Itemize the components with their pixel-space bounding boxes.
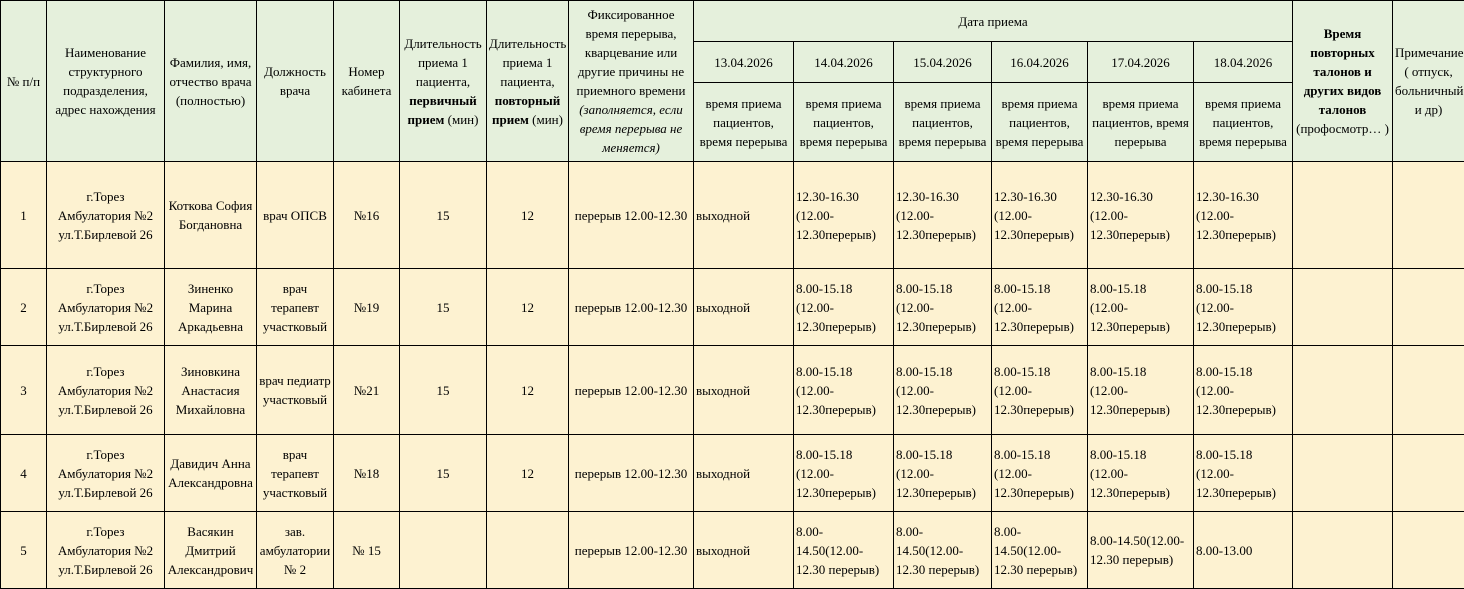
- cell-slot: 8.00-15.18 (12.00- 12.30перерыв): [992, 435, 1088, 512]
- cell-slot: 12.30-16.30 (12.00- 12.30перерыв): [992, 162, 1088, 269]
- header-date: 18.04.2026: [1194, 42, 1293, 83]
- cell-slot: 12.30-16.30 (12.00- 12.30перерыв): [1088, 162, 1194, 269]
- cell-note: [1393, 162, 1464, 269]
- cell-duration-repeat: 12: [487, 346, 569, 435]
- header-position: Должность врача: [257, 1, 334, 162]
- cell-slot: 8.00-15.18 (12.00- 12.30перерыв): [1194, 346, 1293, 435]
- cell-duration-primary: 15: [400, 435, 487, 512]
- header-duration-primary: Длительность приема 1 пациента, первичный прием (мин): [400, 1, 487, 162]
- cell-repeat-tickets: [1293, 346, 1393, 435]
- cell-duration-repeat: 12: [487, 435, 569, 512]
- cell-slot: 8.00-15.18 (12.00- 12.30перерыв): [992, 346, 1088, 435]
- cell-position: врач педиатр участковый: [257, 346, 334, 435]
- header-unit: Наименование структурного подразделения, адрес нахождения: [47, 1, 165, 162]
- cell-name: Васякин Дмитрий Александрович: [165, 512, 257, 589]
- cell-slot: 8.00-15.18 (12.00- 12.30перерыв): [1194, 269, 1293, 346]
- cell-name: Давидич Анна Александровна: [165, 435, 257, 512]
- cell-cabinet: №16: [334, 162, 400, 269]
- cell-repeat-tickets: [1293, 512, 1393, 589]
- cell-num: 5: [1, 512, 47, 589]
- header-slot-label: время приема пациентов, время перерыва: [1194, 83, 1293, 162]
- table-row: [1, 512, 1464, 589]
- cell-slot: выходной: [694, 162, 794, 269]
- header-date: 16.04.2026: [992, 42, 1088, 83]
- cell-duration-repeat: 12: [487, 162, 569, 269]
- cell-num: 1: [1, 162, 47, 269]
- cell-duration-repeat: [487, 512, 569, 589]
- cell-slot: 8.00-15.18 (12.00- 12.30перерыв): [794, 346, 894, 435]
- cell-slot: 12.30-16.30 (12.00- 12.30перерыв): [894, 162, 992, 269]
- cell-unit: г.Торез Амбулатория №2 ул.Т.Бирлевой 26: [47, 269, 165, 346]
- cell-slot: 8.00-15.18 (12.00- 12.30перерыв): [1088, 346, 1194, 435]
- cell-unit: г.Торез Амбулатория №2 ул.Т.Бирлевой 26: [47, 435, 165, 512]
- cell-repeat-tickets: [1293, 162, 1393, 269]
- cell-repeat-tickets: [1293, 435, 1393, 512]
- cell-duration-primary: [400, 512, 487, 589]
- cell-slot: 8.00-15.18 (12.00- 12.30перерыв): [992, 269, 1088, 346]
- header-date: 14.04.2026: [794, 42, 894, 83]
- cell-slot: 8.00-15.18 (12.00- 12.30перерыв): [1194, 435, 1293, 512]
- table-row: [1, 162, 1464, 269]
- cell-duration-primary: 15: [400, 346, 487, 435]
- table-row: [1, 269, 1464, 346]
- header-slot-label: время приема пациентов, время перерыва: [694, 83, 794, 162]
- cell-note: [1393, 346, 1464, 435]
- header-slot-label: время приема пациентов, время перерыва: [1088, 83, 1194, 162]
- cell-note: [1393, 435, 1464, 512]
- cell-slot: 8.00-15.18 (12.00- 12.30перерыв): [1088, 269, 1194, 346]
- cell-break: перерыв 12.00-12.30: [569, 435, 694, 512]
- header-slot-label: время приема пациентов, время перерыва: [992, 83, 1088, 162]
- cell-duration-primary: 15: [400, 162, 487, 269]
- cell-slot: 8.00-15.18 (12.00- 12.30перерыв): [894, 435, 992, 512]
- cell-cabinet: № 15: [334, 512, 400, 589]
- cell-slot: 8.00-15.18 (12.00- 12.30перерыв): [894, 269, 992, 346]
- cell-duration-primary: 15: [400, 269, 487, 346]
- cell-slot: выходной: [694, 435, 794, 512]
- cell-slot: выходной: [694, 269, 794, 346]
- cell-slot: 8.00- 14.50(12.00- 12.30 перерыв): [992, 512, 1088, 589]
- cell-slot: 8.00-13.00: [1194, 512, 1293, 589]
- cell-position: врач терапевт участковый: [257, 435, 334, 512]
- cell-unit: г.Торез Амбулатория №2 ул.Т.Бирлевой 26: [47, 512, 165, 589]
- header-duration-repeat: Длительность приема 1 пациента, повторный прием (мин): [487, 1, 569, 162]
- cell-cabinet: №19: [334, 269, 400, 346]
- header-date-group: Дата приема: [694, 1, 1293, 42]
- header-slot-label: время приема пациентов, время перерыва: [794, 83, 894, 162]
- cell-note: [1393, 512, 1464, 589]
- cell-slot: 8.00-15.18 (12.00- 12.30перерыв): [894, 346, 992, 435]
- header-date: 17.04.2026: [1088, 42, 1194, 83]
- cell-cabinet: №21: [334, 346, 400, 435]
- table-body: [1, 162, 1464, 589]
- table-row: [1, 435, 1464, 512]
- header-date: 13.04.2026: [694, 42, 794, 83]
- cell-unit: г.Торез Амбулатория №2 ул.Т.Бирлевой 26: [47, 346, 165, 435]
- cell-slot: 8.00-15.18 (12.00- 12.30перерыв): [794, 435, 894, 512]
- header-cabinet: Номер кабинета: [334, 1, 400, 162]
- cell-num: 3: [1, 346, 47, 435]
- header-slot-label: время приема пациентов, время перерыва: [894, 83, 992, 162]
- header-num: № п/п: [1, 1, 47, 162]
- header-repeat-tickets: Время повторных талонов и других видов талонов (профосмотр… ): [1293, 1, 1393, 162]
- cell-break: перерыв 12.00-12.30: [569, 269, 694, 346]
- cell-break: перерыв 12.00-12.30: [569, 346, 694, 435]
- cell-break: перерыв 12.00-12.30: [569, 162, 694, 269]
- cell-slot: 12.30-16.30 (12.00- 12.30перерыв): [1194, 162, 1293, 269]
- cell-num: 4: [1, 435, 47, 512]
- cell-num: 2: [1, 269, 47, 346]
- cell-break: перерыв 12.00-12.30: [569, 512, 694, 589]
- cell-slot: выходной: [694, 512, 794, 589]
- table-row: [1, 346, 1464, 435]
- cell-name: Зиновкина Анастасия Михайловна: [165, 346, 257, 435]
- cell-unit: г.Торез Амбулатория №2 ул.Т.Бирлевой 26: [47, 162, 165, 269]
- cell-slot: 8.00-15.18 (12.00- 12.30перерыв): [794, 269, 894, 346]
- cell-note: [1393, 269, 1464, 346]
- cell-position: врач ОПСВ: [257, 162, 334, 269]
- header-note: Примечание ( отпуск, больничный и др): [1393, 1, 1464, 162]
- cell-cabinet: №18: [334, 435, 400, 512]
- cell-name: Зиненко Марина Аркадьевна: [165, 269, 257, 346]
- header-break: Фиксированное время перерыва, кварцевание или другие причины не приемного времени (заполняется, если время перерыва не меняется): [569, 1, 694, 162]
- header-date: 15.04.2026: [894, 42, 992, 83]
- cell-slot: 8.00- 14.50(12.00- 12.30 перерыв): [894, 512, 992, 589]
- table-header: [1, 1, 1464, 162]
- cell-slot: 8.00-15.18 (12.00- 12.30перерыв): [1088, 435, 1194, 512]
- cell-slot: 8.00-14.50(12.00- 12.30 перерыв): [1088, 512, 1194, 589]
- cell-position: зав. амбулатории № 2: [257, 512, 334, 589]
- cell-name: Коткова София Богдановна: [165, 162, 257, 269]
- cell-slot: 12.30-16.30 (12.00- 12.30перерыв): [794, 162, 894, 269]
- cell-slot: 8.00- 14.50(12.00- 12.30 перерыв): [794, 512, 894, 589]
- cell-slot: выходной: [694, 346, 794, 435]
- cell-repeat-tickets: [1293, 269, 1393, 346]
- cell-position: врач терапевт участковый: [257, 269, 334, 346]
- header-name: Фамилия, имя, отчество врача (полностью): [165, 1, 257, 162]
- cell-duration-repeat: 12: [487, 269, 569, 346]
